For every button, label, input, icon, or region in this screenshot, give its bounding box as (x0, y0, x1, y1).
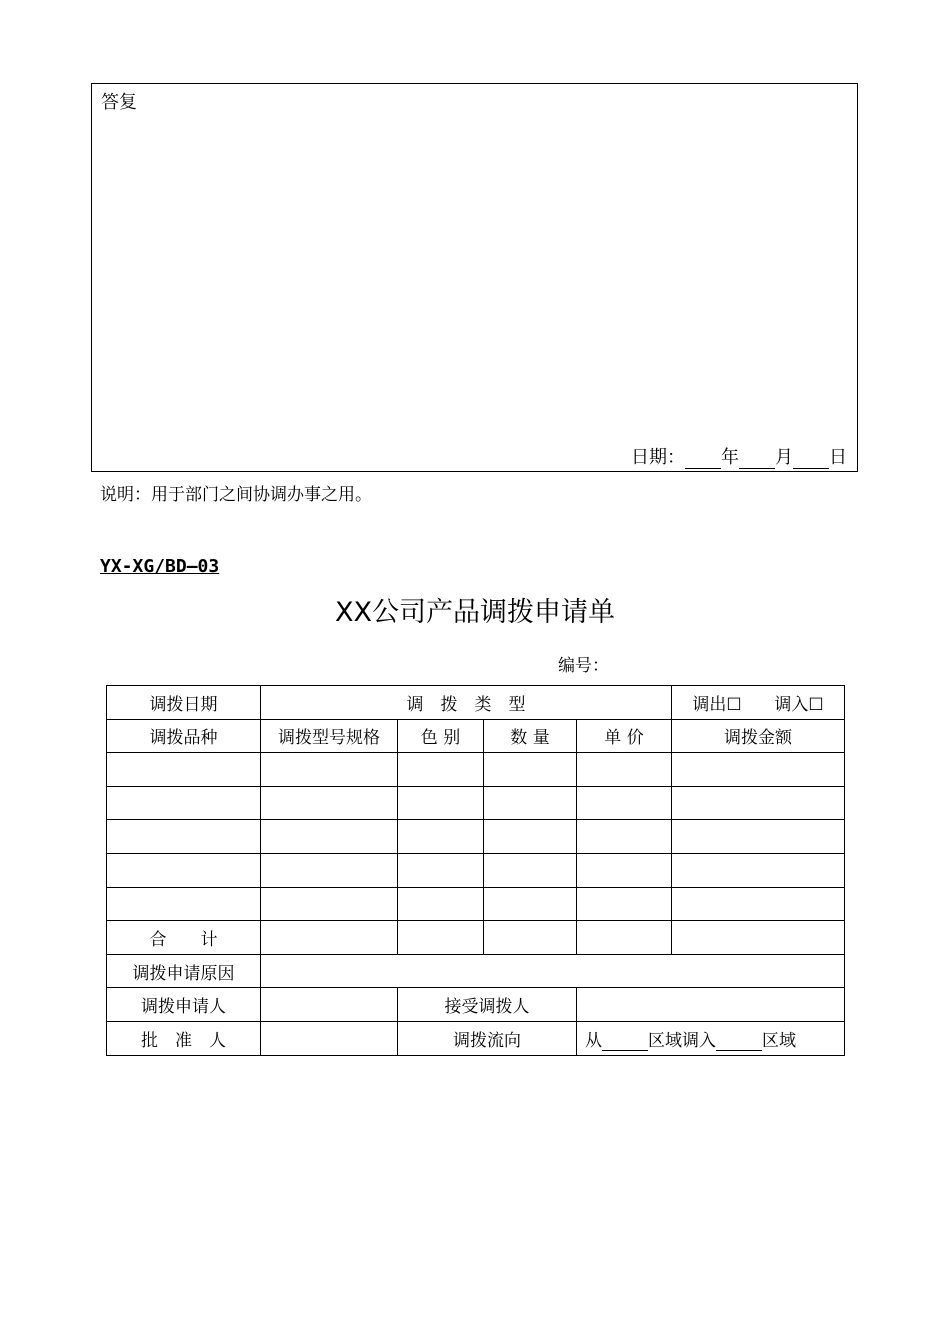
reply-date (631, 443, 847, 469)
transfer-date-label: 调拨日期 (107, 686, 261, 720)
header-cell: 调拨品种 (107, 719, 261, 753)
serial-number-label: 编号： (558, 656, 609, 676)
header-row (107, 719, 845, 753)
applicant-row (107, 988, 845, 1022)
input-cell[interactable] (261, 921, 398, 955)
input-cell[interactable] (398, 753, 484, 787)
input-cell[interactable] (261, 853, 398, 887)
header-cell: 色 别 (398, 719, 484, 753)
reason-label: 调拨申请原因 (107, 954, 261, 988)
table-row (107, 786, 845, 820)
usage-note: 说明：用于部门之间协调办事之用。 (100, 485, 372, 505)
input-cell[interactable] (484, 786, 577, 820)
input-cell[interactable] (672, 853, 845, 887)
input-cell[interactable] (398, 921, 484, 955)
input-cell[interactable] (261, 820, 398, 854)
input-cell[interactable] (484, 921, 577, 955)
input-cell[interactable] (672, 921, 845, 955)
input-cell[interactable] (672, 887, 845, 921)
input-cell[interactable] (672, 786, 845, 820)
input-cell[interactable] (261, 786, 398, 820)
input-cell[interactable] (107, 786, 261, 820)
input-cell[interactable] (484, 853, 577, 887)
direction-from-label: 从 (585, 1030, 602, 1051)
receiver-input[interactable] (577, 988, 845, 1022)
reply-label: 答复 (101, 92, 137, 113)
reason-input[interactable] (261, 954, 845, 988)
input-cell[interactable] (577, 786, 672, 820)
table-row (107, 887, 845, 921)
input-cell[interactable] (672, 753, 845, 787)
form-title: XX公司产品调拨申请单 (335, 597, 615, 628)
input-cell[interactable] (398, 786, 484, 820)
input-cell[interactable] (107, 820, 261, 854)
applicant-input[interactable] (261, 988, 398, 1022)
input-cell[interactable] (484, 820, 577, 854)
month-label: 月 (775, 447, 793, 468)
receiver-label: 接受调拨人 (398, 988, 577, 1022)
input-cell[interactable] (107, 853, 261, 887)
input-cell[interactable] (484, 753, 577, 787)
direction-input (577, 1021, 845, 1055)
year-label: 年 (721, 447, 739, 468)
total-row (107, 921, 845, 955)
input-cell[interactable] (577, 887, 672, 921)
input-cell[interactable] (577, 753, 672, 787)
table-row (107, 753, 845, 787)
to-region-blank[interactable] (716, 1032, 762, 1051)
input-cell[interactable] (577, 921, 672, 955)
input-cell[interactable] (577, 853, 672, 887)
direction-label: 调拨流向 (398, 1021, 577, 1055)
input-cell[interactable] (107, 887, 261, 921)
direction-mid-label: 区域调入 (648, 1030, 716, 1051)
header-cell: 数 量 (484, 719, 577, 753)
approver-label: 批 准 人 (107, 1021, 261, 1055)
from-region-blank[interactable] (602, 1032, 648, 1051)
transfer-out-checkbox[interactable]: 调出☐ (692, 694, 742, 715)
input-cell[interactable] (577, 820, 672, 854)
approval-row (107, 1021, 845, 1055)
table-row (107, 820, 845, 854)
table-row (107, 853, 845, 887)
approver-input[interactable] (261, 1021, 398, 1055)
input-cell[interactable] (261, 753, 398, 787)
input-cell[interactable] (484, 887, 577, 921)
input-cell[interactable] (261, 887, 398, 921)
input-cell[interactable] (672, 820, 845, 854)
reason-row (107, 954, 845, 988)
transfer-type-label: 调 拨 类 型 (261, 686, 672, 720)
document-code: YX-XG/BD—03 (100, 556, 220, 577)
day-blank[interactable] (793, 450, 829, 469)
input-cell[interactable] (398, 853, 484, 887)
input-cell[interactable] (398, 820, 484, 854)
total-label: 合 计 (107, 921, 261, 955)
date-label: 日期： (631, 447, 685, 468)
input-cell[interactable] (107, 753, 261, 787)
transfer-type-options (672, 686, 845, 720)
header-cell: 调拨金额 (672, 719, 845, 753)
header-cell: 调拨型号规格 (261, 719, 398, 753)
transfer-form-table (106, 685, 845, 1056)
reply-box (91, 83, 858, 472)
input-cell[interactable] (398, 887, 484, 921)
direction-end-label: 区域 (762, 1030, 796, 1051)
header-cell: 单 价 (577, 719, 672, 753)
year-blank[interactable] (685, 450, 721, 469)
applicant-label: 调拨申请人 (107, 988, 261, 1022)
transfer-in-checkbox[interactable]: 调入☐ (774, 694, 824, 715)
day-label: 日 (829, 447, 847, 468)
month-blank[interactable] (739, 450, 775, 469)
